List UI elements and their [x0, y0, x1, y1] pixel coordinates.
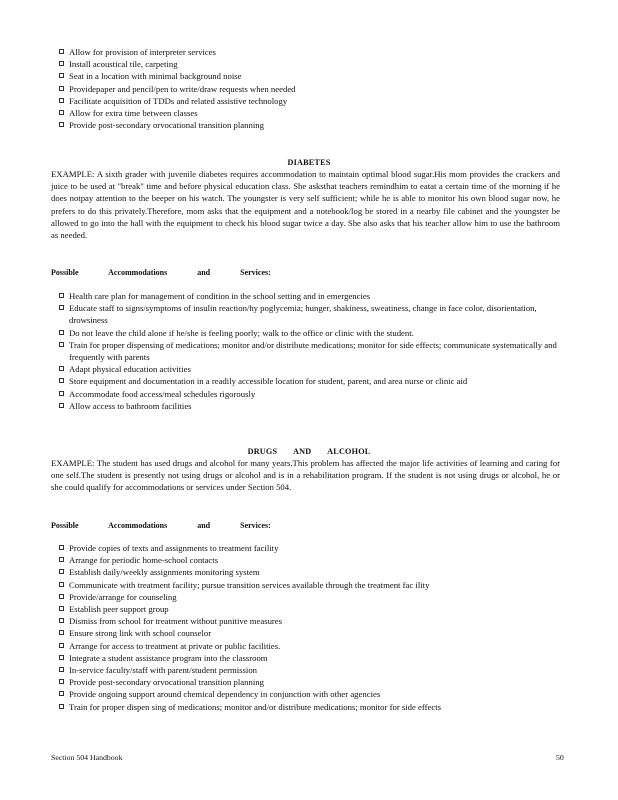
diabetes-accommodations-label: Possible Accommodations and Services:	[51, 268, 271, 277]
list-item: Provide ongoing support around chemical dependency in conjunction with other agencies	[58, 688, 568, 700]
list-item: Communicate with treatment facility; pursue transition services available through the treatment fac ility	[58, 579, 568, 591]
drugs-accommodations-label: Possible Accommodations and Services:	[51, 521, 271, 530]
list-item: Providepaper and pencil/pen to write/draw requests when needed	[58, 83, 568, 95]
list-item: Do not leave the child alone if he/she is feeling poorly; walk to the office or clinic with the student.	[58, 327, 568, 339]
list-item: Health care plan for management of condition in the school setting and in emergencies	[58, 290, 568, 302]
drugs-accommodations-list	[58, 542, 568, 713]
list-item: Provide post-secondary orvocational transition planning	[58, 676, 568, 688]
list-item: Seat in a location with minimal background noise	[58, 70, 568, 82]
list-item: Arrange for periodic home-school contacts	[58, 554, 568, 566]
list-item: Establish daily/weekly assignments monitoring system	[58, 566, 568, 578]
list-item: In-service faculty/staff with parent/student permission	[58, 664, 568, 676]
list-item: Adapt physical education activities	[58, 363, 568, 375]
list-item: Facilitate acquisition of TDDs and related assistive technology	[58, 95, 568, 107]
list-item: Train for proper dispen sing of medications; monitor and/or distribute medications; monitor for side effects	[58, 701, 568, 713]
list-item: Train for proper dispensing of medications; monitor and/or distribute medications; monitor for side effects; communicate systematically and frequently with parents	[58, 339, 568, 363]
hearing-accommodations-list	[58, 46, 568, 131]
drugs-example: EXAMPLE: The student has used drugs and alcohol for many years.This problem has affected the major life activities of learning and caring for one self.The student is presently not using drugs or alcohol and is in a rehabilitation program. If the student is not using drugs or alcohol, he or she could qualify for accommodations or services under Section 504.	[51, 458, 560, 493]
list-item: Store equipment and documentation in a readily accessible location for student, parent, and area nurse or clinic aid	[58, 375, 568, 387]
list-item: Provide copies of texts and assignments to treatment facility	[58, 542, 568, 554]
footer-title: Section 504 Handbook	[51, 753, 123, 762]
page-number: 50	[556, 753, 564, 762]
list-item: Allow for provision of interpreter services	[58, 46, 568, 58]
diabetes-heading: DIABETES	[287, 158, 331, 167]
list-item: Arrange for access to treatment at private or public facilities.	[58, 640, 568, 652]
list-item: Provide post-secondary orvocational transition planning	[58, 119, 568, 131]
list-item: Provide/arrange for counseling	[58, 591, 568, 603]
diabetes-accommodations-list	[58, 290, 568, 412]
list-item: Dismiss from school for treatment without punitive measures	[58, 615, 568, 627]
list-item: Install acoustical tile, carpeting	[58, 58, 568, 70]
list-item: Accommodate food access/meal schedules rigorously	[58, 388, 568, 400]
list-item: Ensure strong link with school counselor	[58, 627, 568, 639]
list-item: Establish peer support group	[58, 603, 568, 615]
list-item: Educate staff to signs/symptoms of insulin reaction/hy poglycemia; hunger, shakiness, sweatiness, change in face color, disorientation, drowsiness	[58, 302, 568, 326]
drugs-heading: DRUGS AND ALCOHOL	[247, 447, 371, 456]
list-item: Allow for extra time between classes	[58, 107, 568, 119]
list-item: Allow access to bathroom facilities	[58, 400, 568, 412]
diabetes-example: EXAMPLE: A sixth grader with juvenile diabetes requires accommodation to maintain optimal blood sugar.His mom provides the crackers and juice to be used at "break" time and before physical education class. She asksthat teachers remindhim to eatat a certain time of the morning if he does notpay attention to the beeper on his watch. The youngster is very self sufficient; while he is able to monitor his own blood sugar now, he prefers to do this privately.Therefore, mom asks that the equipment and a notebook/log be stored in a nearby file cabinet and the youngster be allowed to go into the hall with the equipment to check his blood sugar twice a day. She also asks that his teacher allow him to use the bathroom as needed.	[51, 169, 560, 241]
list-item: Integrate a student assistance program into the classroom	[58, 652, 568, 664]
